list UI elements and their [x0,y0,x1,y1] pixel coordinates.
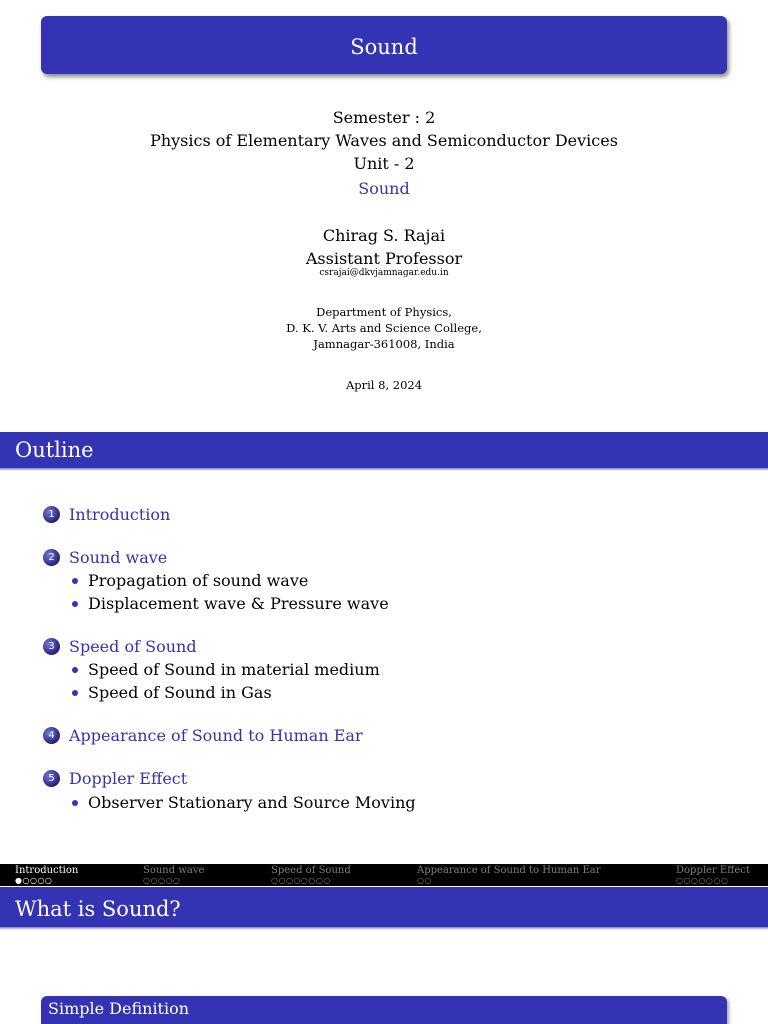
nav-item-sound-wave[interactable] [143,865,204,885]
block-title-label: Simple Definition [48,999,190,1018]
slide-title-bar [0,887,768,927]
nav-frame-dots[interactable]: ●○○○○ [15,876,53,885]
nav-frame-dots[interactable]: ○○ [417,876,432,885]
bullet-icon [72,667,78,673]
title-bar-shadow [0,927,768,930]
nav-item-doppler-effect[interactable] [676,865,750,885]
outline-section-4[interactable] [43,726,363,745]
subsection-label[interactable]: Speed of Sound in material medium [88,660,380,679]
presentation-title: Sound [350,35,418,59]
bullet-icon [72,578,78,584]
section-number-ball: 1 [43,506,60,523]
outline-subsection[interactable] [72,660,380,679]
subsection-label[interactable]: Observer Stationary and Source Moving [88,793,416,812]
author-role: Assistant Professor [305,249,463,268]
nav-item-appearance[interactable] [417,865,601,885]
address-line: Jamnagar-361008, India [313,337,455,351]
title-bar-shadow [0,468,768,471]
subsection-label[interactable]: Propagation of sound wave [88,571,309,590]
subtitle: Sound [358,179,410,198]
section-label[interactable]: Doppler Effect [69,769,188,788]
nav-frame-dots[interactable]: ○○○○○○○ [676,876,729,885]
unit-text: Unit - 2 [353,154,415,173]
nav-label[interactable]: Doppler Effect [676,865,750,876]
nav-frame-dots[interactable]: ○○○○○ [143,876,181,885]
outline-subsection[interactable] [72,594,389,613]
section-number-ball: 3 [43,638,60,655]
section-label[interactable]: Sound wave [69,548,168,567]
bullet-icon [72,800,78,806]
outline-subsection[interactable] [72,793,416,812]
nav-frame-dots[interactable]: ○○○○○○○○ [271,876,331,885]
definition-block-title [41,996,727,1024]
bullet-icon [72,690,78,696]
course-name: Physics of Elementary Waves and Semiconductor Devices [150,131,618,150]
nav-label[interactable]: Appearance of Sound to Human Ear [417,865,601,876]
nav-item-introduction[interactable] [15,865,78,885]
section-label[interactable]: Speed of Sound [69,637,197,656]
nav-label[interactable]: Sound wave [143,865,205,876]
outline-title-bar [0,432,768,468]
outline-section-5[interactable] [43,769,187,788]
section-label[interactable]: Appearance of Sound to Human Ear [69,726,363,745]
outline-section-1[interactable] [43,505,170,524]
subsection-label[interactable]: Speed of Sound in Gas [88,683,272,702]
outline-section-3[interactable] [43,637,197,656]
outline-title: Outline [15,438,94,462]
section-label[interactable]: Introduction [69,505,171,524]
slide-title: What is Sound? [15,897,181,921]
nav-label[interactable]: Introduction [15,865,79,876]
nav-label[interactable]: Speed of Sound [271,865,351,876]
section-navigation-bar [0,864,768,886]
slide-title-box [41,16,727,74]
author-email: csrajai@dkvjamnagar.edu.in [319,268,449,278]
outline-subsection[interactable] [72,683,272,702]
bullet-icon [72,601,78,607]
outline-subsection[interactable] [72,571,308,590]
nav-item-speed-of-sound[interactable] [271,865,351,885]
section-number-ball: 2 [43,549,60,566]
section-number-ball: 4 [43,727,60,744]
subsection-label[interactable]: Displacement wave & Pressure wave [88,594,389,613]
presentation-date: April 8, 2024 [345,378,423,392]
semester-text: Semester : 2 [332,108,436,127]
college-line: D. K. V. Arts and Science College, [286,321,482,335]
outline-section-2[interactable] [43,548,167,567]
section-number-ball: 5 [43,770,60,787]
department-line: Department of Physics, [316,305,452,319]
author-name: Chirag S. Rajai [322,226,446,245]
